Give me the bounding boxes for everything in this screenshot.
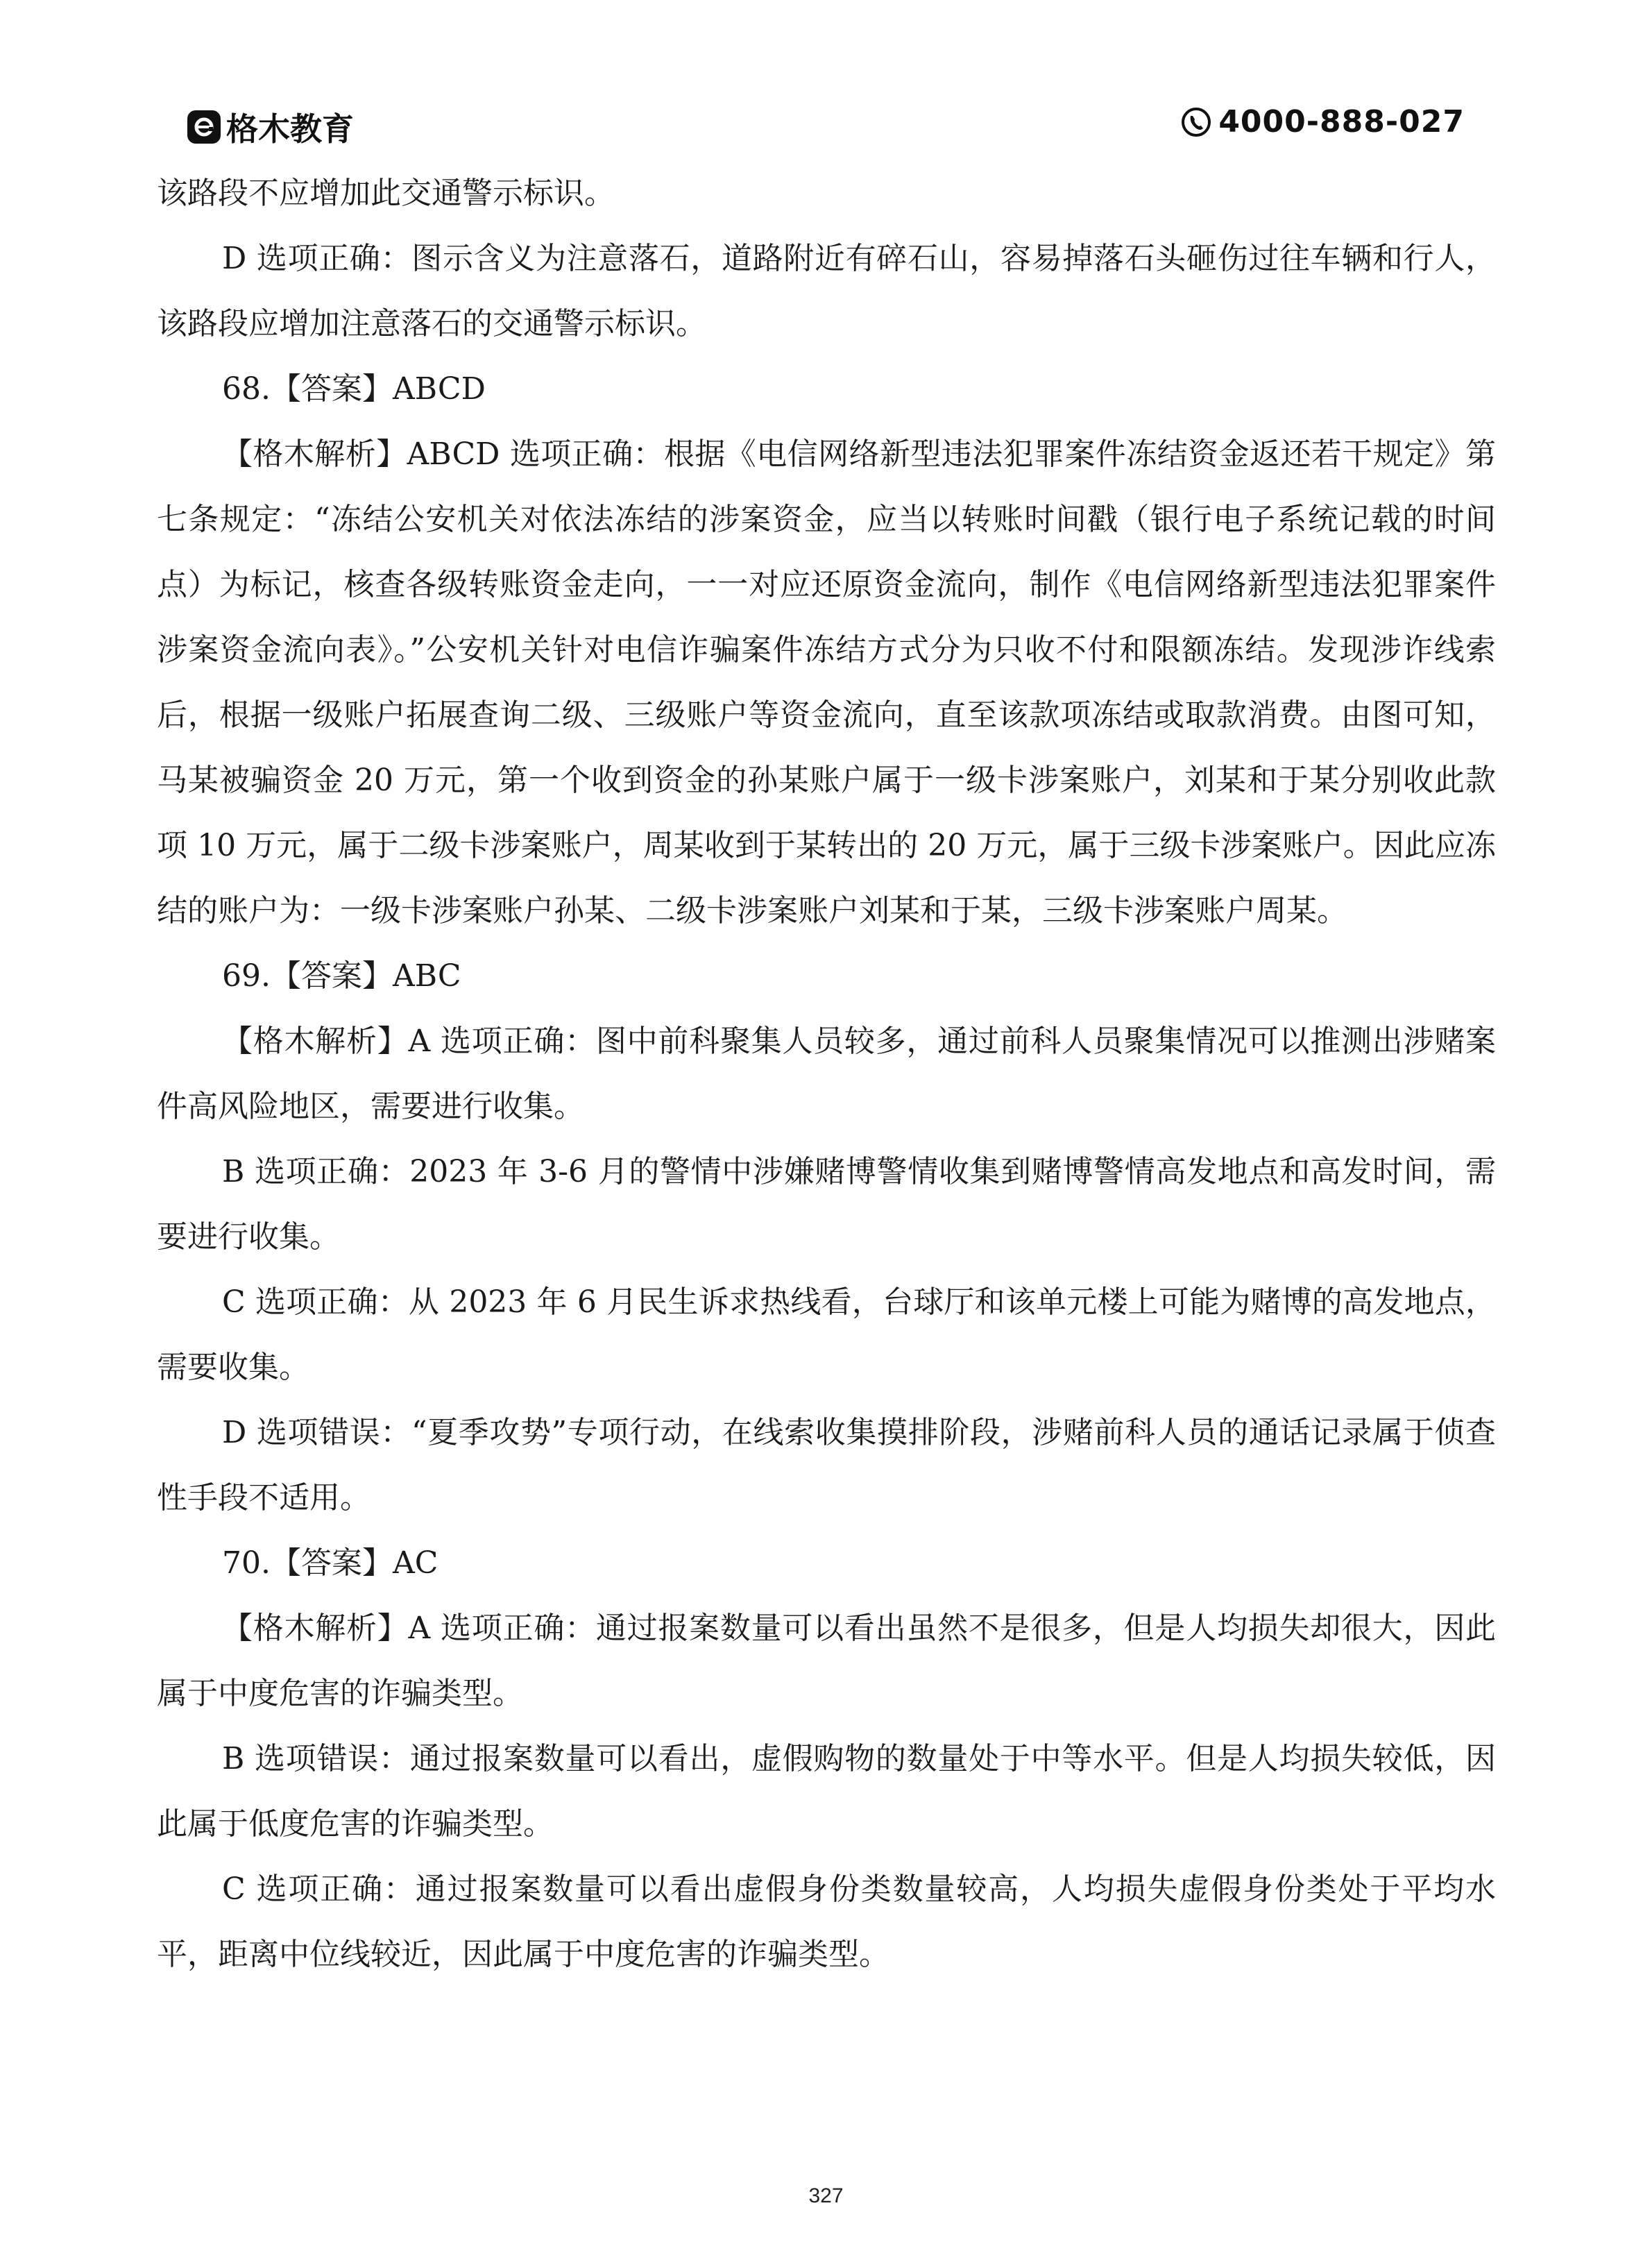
page-header [187, 104, 1465, 148]
brand [187, 104, 354, 150]
paragraph: C 选项正确：通过报案数量可以看出虚假身份类数量较高，人均损失虚假身份类处于平均水平，距离中位线较近，因此属于中度危害的诈骗类型。 [157, 1871, 1496, 1972]
paragraph: 【格木解析】ABCD 选项正确：根据《电信网络新型违法犯罪案件冻结资金返还若干规定》第七条规定：“冻结公安机关对依法冻结的涉案资金，应当以转账时间戳（银行电子系统记载的时间点）为标记，核查各级转账资金走向，一一对应还原资金流向，制作《电信网络新型违法犯罪案件涉案资金流向表》。”公安机关针对电信诈骗案件冻结方式分为只收不付和限额冻结。发现涉诈线索后，根据一级账户拓展查询二级、三级账户等资金流向，直至该款项冻结或取款消费。由图可知，马某被骗资金 20 万元，第一个收到资金的孙某账户属于一级卡涉案账户，刘某和于某分别收此款项 10 万元，属于二级卡涉案账户，周某收到于某转出的 20 万元，属于三级卡涉案账户。因此应冻结的账户为：一级卡涉案账户孙某、二级卡涉案账户刘某和于某，三级卡涉案账户周某。 [157, 436, 1496, 928]
answer-heading: 68.【答案】ABCD [222, 371, 486, 407]
paragraph: D 选项错误：“夏季攻势”专项行动，在线索收集摸排阶段，涉赌前科人员的通话记录属于侦查性手段不适用。 [157, 1415, 1496, 1515]
paragraph: B 选项错误：通过报案数量可以看出，虚假购物的数量处于中等水平。但是人均损失较低，因此属于低度危害的诈骗类型。 [157, 1741, 1496, 1842]
paragraph: 该路段不应增加此交通警示标识。 [157, 176, 615, 211]
paragraph: C 选项正确：从 2023 年 6 月民生诉求热线看，台球厅和该单元楼上可能为赌博的高发地点，需要收集。 [157, 1284, 1496, 1385]
hotline [1181, 104, 1465, 139]
paragraph: 【格木解析】A 选项正确：图中前科聚集人员较多，通过前科人员聚集情况可以推测出涉赌案件高风险地区，需要进行收集。 [157, 1024, 1496, 1124]
answer-heading: 69.【答案】ABC [222, 958, 461, 994]
paragraph: D 选项正确：图示含义为注意落石，道路附近有碎石山，容易掉落石头砸伤过往车辆和行人，该路段应增加注意落石的交通警示标识。 [157, 241, 1496, 341]
hotline-number: 4000-888-027 [1218, 104, 1465, 139]
page-number: 327 [808, 2184, 844, 2207]
paragraph: B 选项正确：2023 年 3-6 月的警情中涉嫌赌博警情收集到赌博警情高发地点和高发时间，需要进行收集。 [157, 1154, 1496, 1255]
brand-logo-icon [187, 110, 221, 144]
phone-icon [1181, 107, 1211, 137]
paragraph: 【格木解析】A 选项正确：通过报案数量可以看出虽然不是很多，但是人均损失却很大，因此属于中度危害的诈骗类型。 [157, 1611, 1496, 1711]
answer-heading: 70.【答案】AC [222, 1545, 438, 1581]
brand-name: 格木教育 [226, 110, 354, 148]
document-body [157, 161, 1496, 1987]
